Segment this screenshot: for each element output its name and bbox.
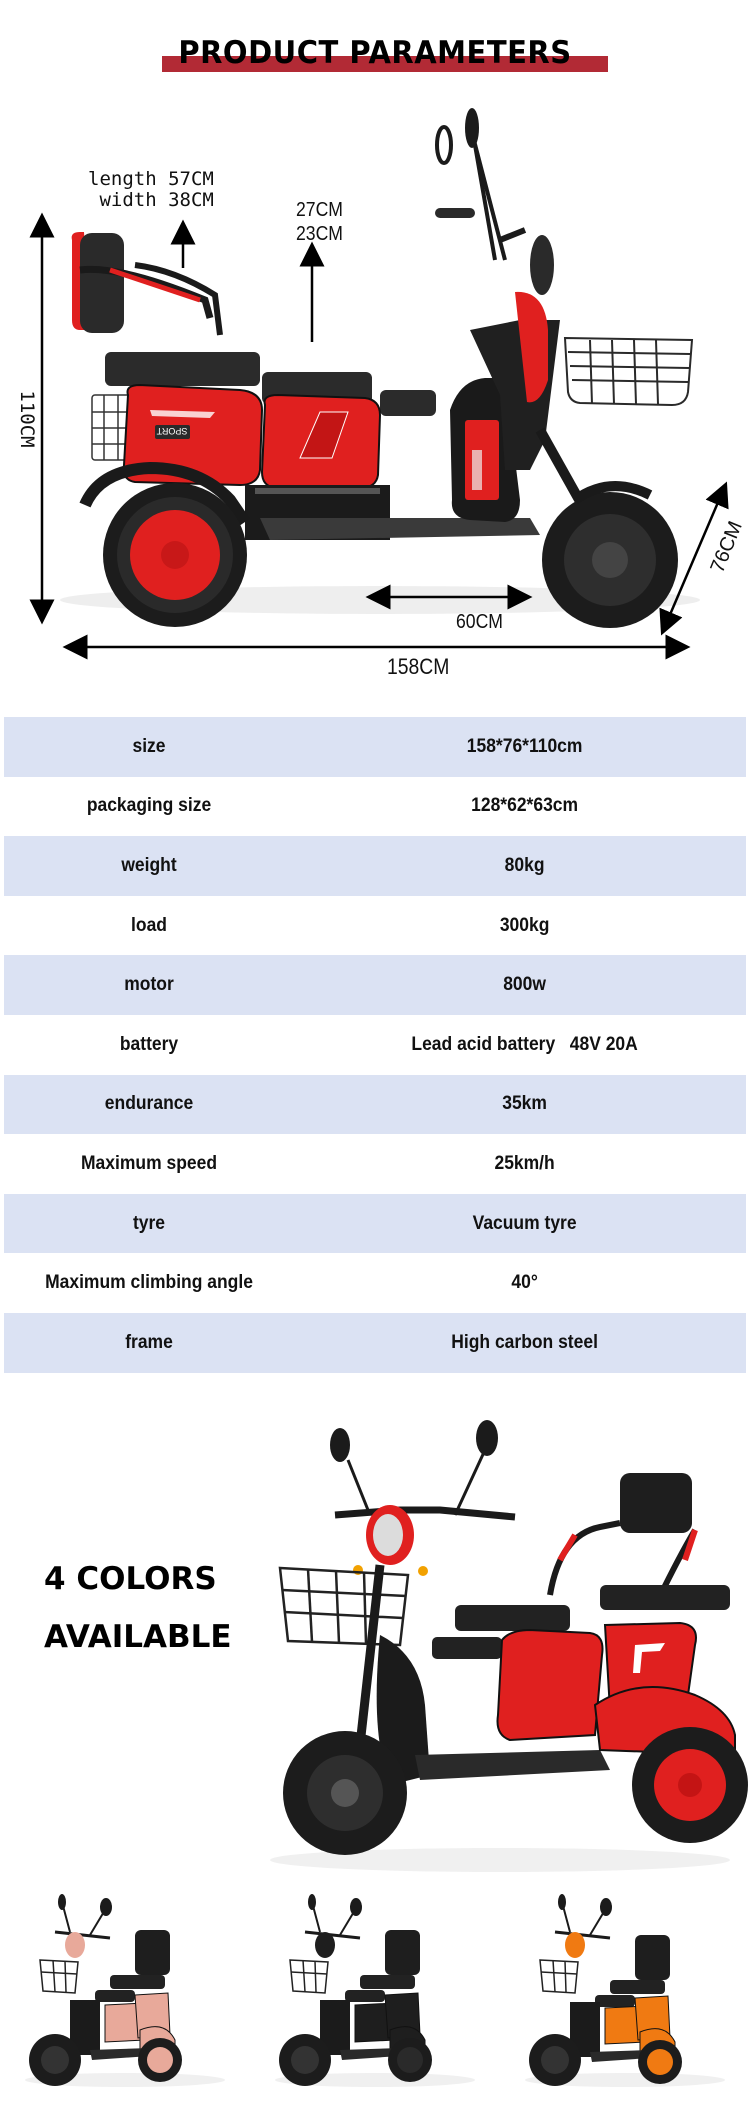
colors-heading-line2: AVAILABLE [44,1619,232,1655]
spec-value: 300kg [499,914,550,936]
total-length-label: 158CM [387,654,450,679]
spec-label: Maximum climbing angle [45,1272,253,1294]
spec-label: tyre [132,1212,166,1234]
table-row [4,1015,746,1075]
colors-heading [44,1550,232,1666]
spec-value: 128*62*63cm [471,795,579,817]
seat-length-label: length 57CM [88,168,214,190]
colors-heading-line1: 4 COLORS [44,1561,217,1597]
front-seat-width-label: 23CM [296,223,343,245]
table-row [4,836,746,896]
spec-label: battery [119,1033,179,1055]
dimension-diagram [0,90,750,690]
spec-label: frame [125,1331,173,1353]
table-row [4,1194,746,1254]
variant-image-black [260,1890,490,2090]
page-header [0,30,750,80]
table-row [4,955,746,1015]
spec-label: endurance [104,1093,194,1115]
spec-value: Lead acid battery 48V 20A [411,1033,638,1055]
table-row [4,1134,746,1194]
table-row [4,1253,746,1313]
total-width-label: 76CM [706,518,747,576]
spec-label: load [131,914,167,936]
spec-table [4,717,746,1373]
table-row [4,896,746,956]
spec-label: weight [121,854,177,876]
height-label: 110CM [16,390,38,448]
spec-label: size [132,735,166,757]
variant-image-orange [510,1890,740,2090]
spec-label: packaging size [86,795,212,817]
spec-value: 40° [511,1272,538,1294]
page-title: PRODUCT PARAMETERS [178,33,572,71]
spec-value: High carbon steel [451,1331,598,1353]
hero-tricycle-image-red [240,1405,750,1875]
spec-value: 35km [502,1093,547,1115]
spec-value: Vacuum tyre [472,1212,577,1234]
spec-value: 80kg [504,854,545,876]
sport-badge: SPORT [156,426,188,436]
table-row [4,717,746,777]
front-seat-length-label: 27CM [296,199,343,221]
spec-value: 158*76*110cm [466,735,583,757]
spec-value: 25km/h [494,1152,555,1174]
spec-value: 800w [503,974,546,996]
table-row [4,1313,746,1373]
table-row [4,1075,746,1135]
spec-label: Maximum speed [80,1152,217,1174]
seat-width-label: width 38CM [88,189,214,211]
variant-image-pink [10,1890,240,2090]
spec-label: motor [124,974,174,996]
table-row [4,777,746,837]
inner-length-label: 60CM [456,611,503,633]
color-variants [0,1890,750,2120]
